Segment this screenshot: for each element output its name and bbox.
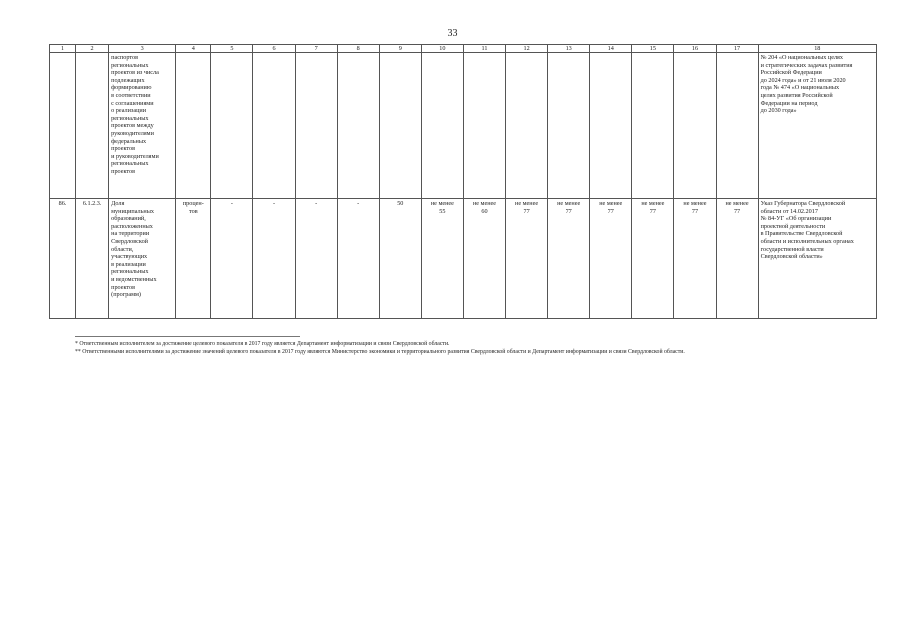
page-number: 33 xyxy=(447,28,458,39)
column-header: 4 xyxy=(176,45,211,53)
table-cell: паспортов региональных проектов из числа подлежащих формированию в соответствии с соглашениями о реализации региональных проектов между руководителями федеральных проектов и руководителями региональных проектов xyxy=(109,53,176,199)
column-header: 14 xyxy=(590,45,632,53)
table-cell xyxy=(674,53,716,199)
column-header: 13 xyxy=(548,45,590,53)
table-cell xyxy=(463,53,505,199)
column-header: 7 xyxy=(295,45,337,53)
table-cell: - xyxy=(337,199,379,319)
column-header: 10 xyxy=(421,45,463,53)
footnote: * Ответственным исполнителем за достижение целевого показателя в 2017 году является Департамент информатизации и связи Свердловской области. xyxy=(75,341,450,347)
column-header: 2 xyxy=(76,45,109,53)
table-cell: не менее 77 xyxy=(632,199,674,319)
table-row xyxy=(50,53,877,199)
table-cell xyxy=(337,53,379,199)
table-cell xyxy=(379,53,421,199)
table-cell: - xyxy=(253,199,295,319)
column-header: 9 xyxy=(379,45,421,53)
table-row xyxy=(50,199,877,319)
column-header: 17 xyxy=(716,45,758,53)
table-cell: не менее 60 xyxy=(463,199,505,319)
table-cell: - xyxy=(295,199,337,319)
column-header: 11 xyxy=(463,45,505,53)
table-cell: не менее 77 xyxy=(674,199,716,319)
table-cell xyxy=(632,53,674,199)
column-header: 12 xyxy=(506,45,548,53)
table-cell xyxy=(590,53,632,199)
table-cell xyxy=(548,53,590,199)
indicators-table xyxy=(49,44,877,319)
table-cell: № 204 «О национальных целях и стратегических задачах развития Российской Федерации до 2024 года» и от 21 июля 2020 года № 474 «О национальных целях развития Российской Федерации на период до 2030 года» xyxy=(758,53,876,199)
table-cell: - xyxy=(211,199,253,319)
table-cell xyxy=(295,53,337,199)
column-header: 3 xyxy=(109,45,176,53)
table-cell: 86. xyxy=(50,199,76,319)
table-cell xyxy=(76,53,109,199)
column-header: 18 xyxy=(758,45,876,53)
table-cell xyxy=(506,53,548,199)
table-cell xyxy=(253,53,295,199)
table-cell: 50 xyxy=(379,199,421,319)
footnote-divider xyxy=(75,336,300,337)
column-header: 6 xyxy=(253,45,295,53)
table-cell: не менее 77 xyxy=(590,199,632,319)
table-cell: 6.1.2.3. xyxy=(76,199,109,319)
table-cell: не менее 77 xyxy=(506,199,548,319)
table-cell: не менее 77 xyxy=(548,199,590,319)
column-header: 5 xyxy=(211,45,253,53)
footnotes xyxy=(75,340,885,356)
table-cell xyxy=(211,53,253,199)
footnote: ** Ответственными исполнителями за достижение значений целевого показателя в 2017 году являются Министерство экономики и территориального развития Свердловской области и Департамент информатизации и связи Свердловской области. xyxy=(75,349,685,355)
table-cell: Доля муниципальных образований, расположенных на территории Свердловской области, участвующих в реализации региональных и ведомственных проектов (программ) xyxy=(109,199,176,319)
header-row xyxy=(50,45,877,53)
table-cell xyxy=(421,53,463,199)
table-cell xyxy=(176,53,211,199)
table-cell xyxy=(50,53,76,199)
table-cell: процен- тов xyxy=(176,199,211,319)
table-cell: не менее 55 xyxy=(421,199,463,319)
column-header: 1 xyxy=(50,45,76,53)
column-header: 8 xyxy=(337,45,379,53)
table-cell: не менее 77 xyxy=(716,199,758,319)
column-header: 15 xyxy=(632,45,674,53)
table-cell xyxy=(716,53,758,199)
table-cell: Указ Губернатора Свердловской области от 14.02.2017 № 84-УГ «Об организации проектной деятельности в Правительстве Свердловской области и исполнительных органах государственной власти Свердловской области» xyxy=(758,199,876,319)
column-header: 16 xyxy=(674,45,716,53)
